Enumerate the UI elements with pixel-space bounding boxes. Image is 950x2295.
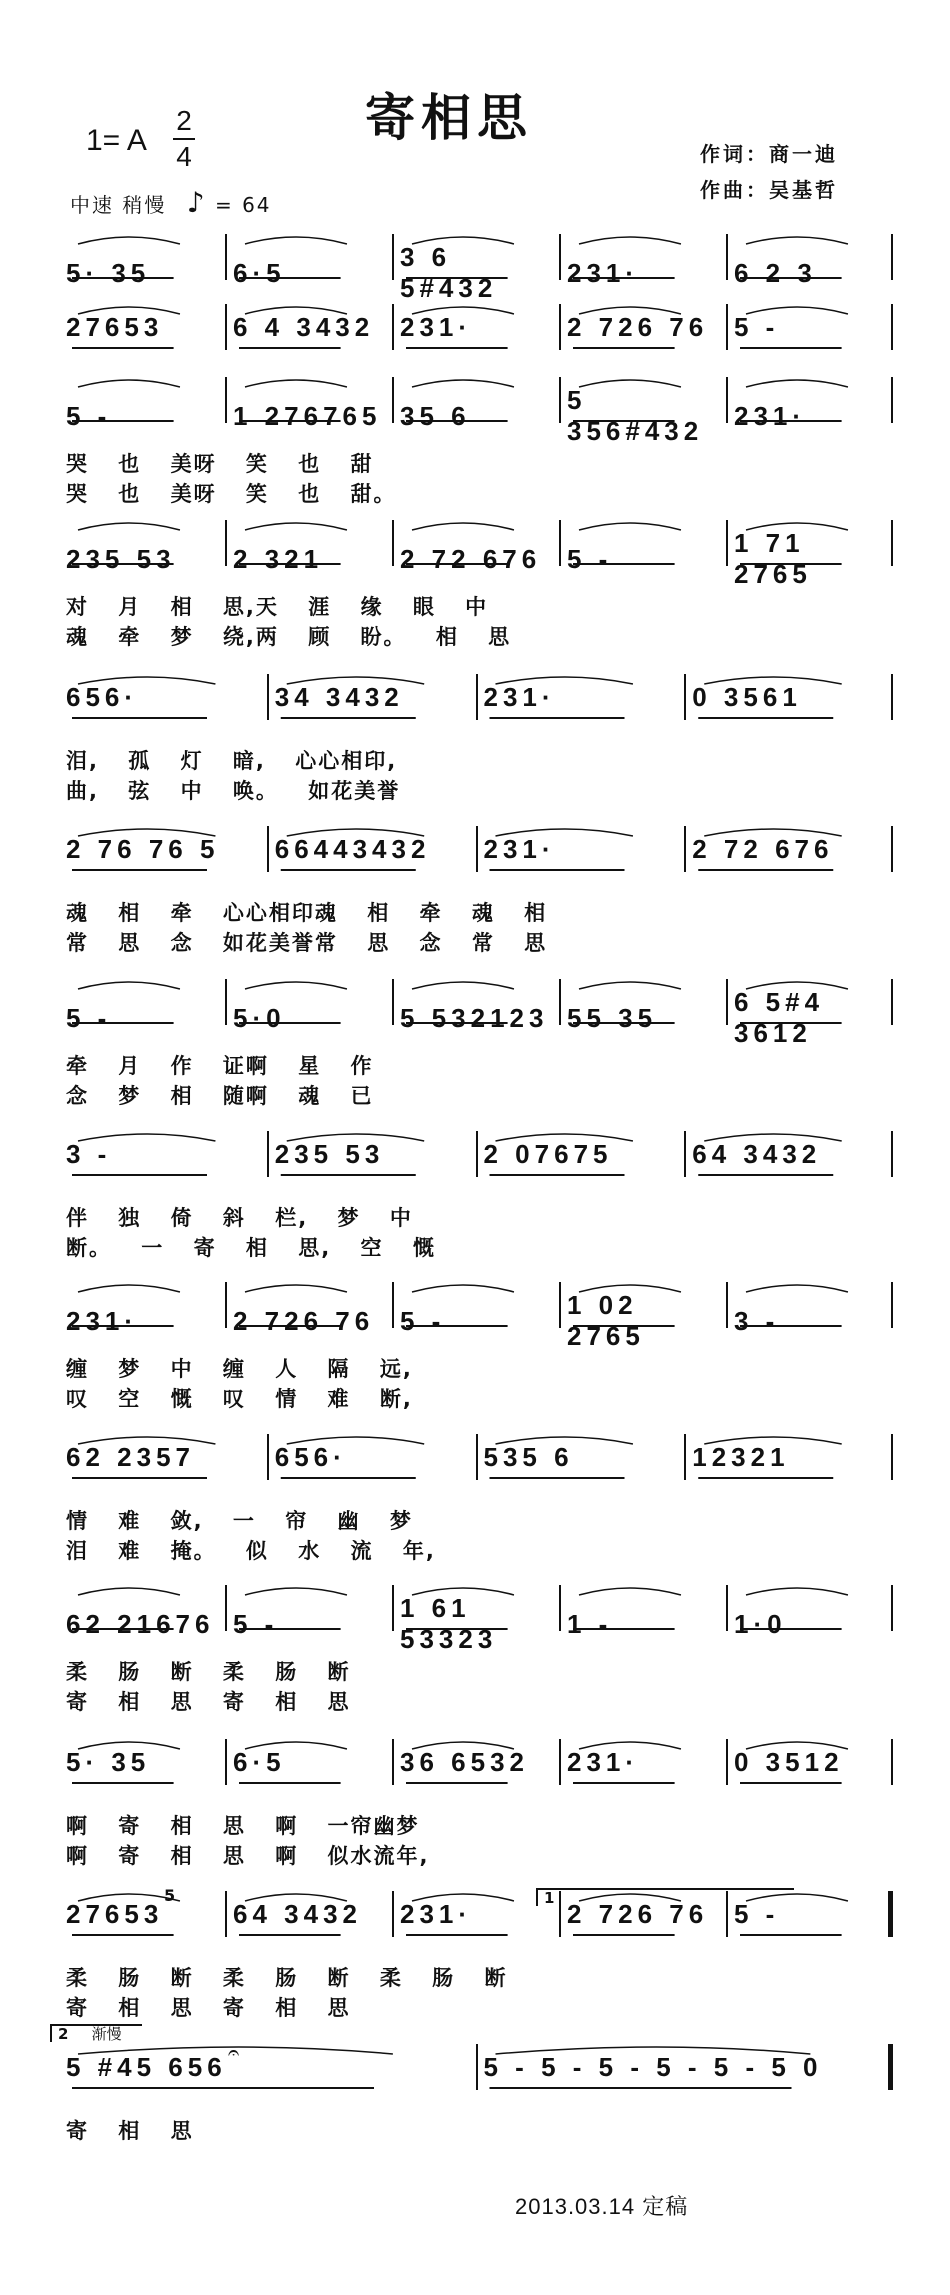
slur-arc: [245, 1285, 347, 1292]
measure: 3 -: [66, 1139, 112, 1169]
slur-arc: [579, 237, 681, 244]
measure: 64 3432: [692, 1139, 822, 1169]
slur-arc: [746, 1588, 848, 1595]
measure: 5· 35: [66, 1747, 151, 1777]
measure: 231·: [66, 1305, 139, 1336]
slur-arc: [78, 1742, 180, 1749]
measure: 5·0: [233, 1002, 286, 1033]
slur-arc: [412, 1588, 514, 1595]
measure: 3 -: [734, 1305, 780, 1336]
lyric-line: 魂 相 牵 心心相印魂 相 牵 魂 相: [66, 901, 548, 925]
slur-arc: [746, 380, 848, 387]
lyric-line: 情 难 敛, 一 帘 幽 梦: [66, 1509, 413, 1533]
measure: 1 276765: [233, 400, 382, 431]
slur-arc: [78, 307, 180, 314]
slur-arc: [412, 523, 514, 530]
slur-arc: [245, 380, 347, 387]
slur-arc: [287, 829, 424, 836]
slur-arc: [746, 307, 848, 314]
slur-arc: [746, 1742, 848, 1749]
slur-arc: [78, 1894, 180, 1901]
volta-1: 1: [536, 1888, 794, 1906]
slur-arc: [287, 1437, 424, 1444]
beams-and-slurs: [58, 2040, 893, 2100]
slur-arc: [579, 1588, 681, 1595]
beams-and-slurs: [58, 1127, 893, 1187]
measure: 5 -: [734, 312, 780, 342]
measure: 231·: [400, 1899, 473, 1929]
slur-arc: [496, 2047, 811, 2054]
eighth-note-icon: ♪: [186, 186, 207, 219]
lyric-line: 柔 肠 断 柔 肠 断 柔 肠 断: [66, 1966, 508, 1990]
measure: 656·: [66, 682, 139, 712]
measure: 2 07675: [483, 1139, 613, 1169]
lyric-line: 啊 寄 相 思 啊 似水流年,: [66, 1844, 430, 1868]
slur-arc: [78, 1285, 180, 1292]
beams-and-slurs: [58, 1430, 893, 1490]
tempo-text: 中速 稍慢: [70, 193, 167, 217]
lyric-line: 伴 独 倚 斜 栏, 梦 中: [66, 1206, 413, 1230]
time-signature-line: [173, 138, 195, 140]
staff-system-11: [58, 1581, 893, 1654]
measure: 5 532123: [400, 1002, 549, 1033]
measure: 5 -: [66, 1002, 112, 1033]
beams-and-slurs: [58, 1581, 893, 1641]
lyric-line: 哭 也 美呀 笑 也 甜: [66, 452, 374, 476]
measure: 12321: [692, 1442, 790, 1472]
measure: 5 -: [233, 1608, 279, 1639]
slur-arc: [78, 1437, 215, 1444]
beams-and-slurs: [58, 1735, 893, 1795]
beams-and-slurs: [58, 1278, 893, 1338]
measure: 2 321: [233, 543, 324, 574]
measure: 62 2357: [66, 1442, 195, 1472]
slur-arc: [496, 677, 633, 684]
lyric-line: 泪, 孤 灯 暗, 心心相印,: [66, 749, 398, 773]
slur-arc: [287, 677, 424, 684]
lyric-line: 寄 相 思 寄 相 思: [66, 1690, 351, 1714]
slur-arc: [412, 1285, 514, 1292]
lyricist-credit: 作词：商一迪: [700, 142, 838, 166]
tempo-marking: [70, 186, 272, 219]
measure: 5 - 5 - 5 - 5 - 5 - 5 0: [483, 2052, 823, 2082]
staff-system-2: [58, 300, 893, 360]
slur-arc: [245, 1742, 347, 1749]
slur-arc: [579, 307, 681, 314]
slur-arc: [704, 1134, 841, 1141]
fermata-icon: 𝄐: [228, 2040, 240, 2064]
measure: 1 61 53323: [400, 1593, 498, 1654]
measure: 231·: [400, 312, 473, 342]
lyric-line: 泪 难 掩。 似 水 流 年,: [66, 1539, 436, 1563]
beams-and-slurs: [58, 516, 893, 576]
slur-arc: [78, 982, 180, 989]
lyric-line: 叹 空 慨 叹 情 难 断,: [66, 1387, 413, 1411]
beams-and-slurs: [58, 300, 893, 360]
measure: 235 53: [274, 1139, 385, 1169]
measure: 5 -: [567, 543, 613, 574]
slur-arc: [579, 982, 681, 989]
measure: 5 -: [734, 1899, 780, 1929]
measure: 6 2 3: [734, 257, 817, 288]
slur-arc: [746, 1894, 848, 1901]
measure: 0 3561: [692, 682, 802, 712]
measure: 34 3432: [274, 682, 404, 712]
slur-arc: [579, 1894, 681, 1901]
slur-arc: [579, 1742, 681, 1749]
slur-arc: [412, 1894, 514, 1901]
measure: 5 356#432: [567, 385, 704, 446]
staff-system-8: [58, 1127, 893, 1187]
staff-system-7: [58, 975, 893, 1048]
lyric-line: 常 思 念 如花美誉常 思 念 常 思: [66, 931, 548, 955]
volta-2-number: 2: [58, 2025, 69, 2043]
measure: 231·: [567, 257, 640, 288]
measure: 235 53: [66, 543, 176, 574]
slur-arc: [579, 380, 681, 387]
measure: 231·: [483, 682, 556, 712]
slur-arc: [78, 1588, 180, 1595]
measure: 2 72 676: [692, 834, 834, 864]
measure: 3 6 5#432: [400, 242, 498, 303]
lyric-line: 柔 肠 断 柔 肠 断: [66, 1660, 351, 1684]
measure: 2 726 76: [567, 1899, 709, 1929]
measure: 5 -: [66, 400, 112, 431]
measure: 36 6532: [400, 1747, 529, 1777]
measure: 0 3512: [734, 1747, 844, 1777]
staff-system-13: [58, 1887, 893, 1947]
slur-arc: [496, 1437, 633, 1444]
slur-arc: [245, 307, 347, 314]
lyric-line: 对 月 相 思,天 涯 缘 眼 中: [66, 595, 489, 619]
measure: 5 #45 656: [66, 2052, 227, 2082]
tempo-bpm: = 64: [214, 193, 272, 217]
time-signature-bottom: 4: [176, 141, 192, 172]
measure: 5· 35: [66, 257, 151, 288]
measure: 27653: [66, 312, 164, 342]
staff-system-5: [58, 670, 893, 730]
lyric-line: 寄 相 思: [66, 2119, 194, 2143]
measure: 1 02 2765: [567, 1290, 645, 1351]
measure: 62 21676: [66, 1608, 215, 1639]
lyric-line: 寄 相 思 寄 相 思: [66, 1996, 351, 2020]
measure: 2 726 76: [567, 312, 709, 342]
time-signature-top: 2: [176, 105, 192, 136]
measure: 6 5#4 3612: [734, 987, 825, 1048]
staff-system-9: [58, 1278, 893, 1351]
slur-arc: [412, 307, 514, 314]
slur-arc: [746, 982, 848, 989]
slur-arc: [245, 1894, 347, 1901]
staff-system-3: [58, 373, 893, 446]
measure: 535 6: [483, 1442, 574, 1472]
beams-and-slurs: [58, 670, 893, 730]
slur-arc: [78, 829, 215, 836]
measure: 231·: [734, 400, 807, 431]
measure: 35 6: [400, 400, 471, 431]
staff-system-14: [58, 2040, 893, 2100]
beams-and-slurs: [58, 1887, 893, 1947]
slur-arc: [579, 1285, 681, 1292]
staff-system-12: [58, 1735, 893, 1795]
staff-system-10: [58, 1430, 893, 1490]
measure: 1 -: [567, 1608, 613, 1639]
measure: 2 76 76 5: [66, 834, 220, 864]
lyric-line: 牵 月 作 证啊 星 作: [66, 1054, 374, 1078]
slur-arc: [78, 1134, 215, 1141]
measure: 231·: [483, 834, 556, 864]
ritardando-marking: 渐慢: [91, 2025, 122, 2043]
slur-arc: [496, 829, 633, 836]
beams-and-slurs: [58, 822, 893, 882]
slur-arc: [78, 677, 215, 684]
beams-and-slurs: [58, 230, 893, 290]
key-signature: 1= A: [86, 124, 147, 157]
measure: 1 71 2765: [734, 528, 812, 589]
slur-arc: [704, 829, 841, 836]
slur-arc: [704, 1437, 841, 1444]
lyric-line: 哭 也 美呀 笑 也 甜。: [66, 482, 397, 506]
song-title: 寄相思: [365, 88, 533, 147]
slur-arc: [704, 677, 841, 684]
measure: 2 726 76: [233, 1305, 375, 1336]
slur-arc: [78, 237, 180, 244]
time-signature: [172, 106, 196, 172]
beams-and-slurs: [58, 975, 893, 1035]
slur-arc: [78, 523, 180, 530]
slur-arc: [412, 380, 514, 387]
lyric-line: 魂 牵 梦 绕,两 顾 盼。 相 思: [66, 625, 512, 649]
slur-arc: [78, 2047, 393, 2054]
slur-arc: [245, 237, 347, 244]
slur-arc: [412, 1742, 514, 1749]
slur-arc: [746, 237, 848, 244]
staff-system-6: [58, 822, 893, 882]
measure: 656·: [274, 1442, 347, 1472]
lyric-line: 断。 一 寄 相 思, 空 慨: [66, 1236, 436, 1260]
beams-and-slurs: [58, 373, 893, 433]
slur-arc: [746, 523, 848, 530]
slur-arc: [78, 380, 180, 387]
slur-arc: [245, 523, 347, 530]
lyric-line: 曲, 弦 中 唤。 如花美誉: [66, 779, 401, 803]
grace-note: 5: [164, 1886, 176, 1905]
measure: 6·5: [233, 257, 286, 288]
slur-arc: [412, 982, 514, 989]
slur-arc: [746, 1285, 848, 1292]
measure: 1·0: [734, 1608, 787, 1639]
lyric-line: 啊 寄 相 思 啊 一帘幽梦: [66, 1814, 420, 1838]
lyric-line: 念 梦 相 随啊 魂 已: [66, 1084, 374, 1108]
slur-arc: [245, 1588, 347, 1595]
measure: 2 72 676: [400, 543, 542, 574]
measure: 6 4 3432: [233, 312, 375, 342]
slur-arc: [245, 982, 347, 989]
measure: 64 3432: [233, 1899, 362, 1929]
measure: 27653: [66, 1899, 164, 1929]
slur-arc: [496, 1134, 633, 1141]
measure: 55 35: [567, 1002, 658, 1033]
measure: 66443432: [274, 834, 431, 864]
slur-arc: [579, 523, 681, 530]
staff-system-4: [58, 516, 893, 589]
slur-arc: [287, 1134, 424, 1141]
composer-credit: 作曲：吴基哲: [700, 178, 838, 202]
footer-date: 2013.03.14 定稿: [515, 2194, 689, 2219]
slur-arc: [412, 237, 514, 244]
measure: 5 -: [400, 1305, 446, 1336]
measure: 231·: [567, 1747, 640, 1777]
staff-system-1: [58, 230, 893, 303]
measure: 6·5: [233, 1747, 286, 1777]
lyric-line: 缠 梦 中 缠 人 隔 远,: [66, 1357, 413, 1381]
